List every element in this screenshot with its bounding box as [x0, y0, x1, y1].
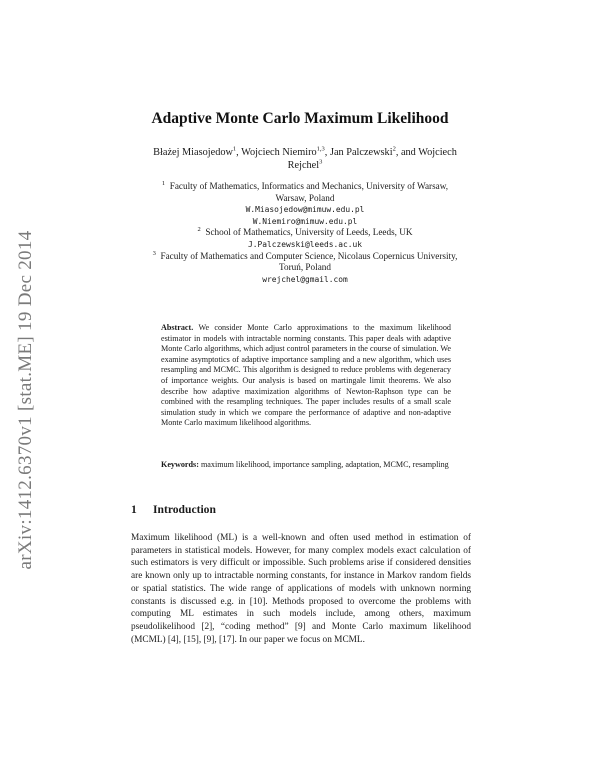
affiliation-institution: $^2$ School of Mathematics, University of Leeds, Leeds, UK	[197, 226, 413, 238]
author-list	[140, 146, 470, 172]
abstract-text: We consider Monte Carlo approximations to the maximum likelihood estimator in models with intractable norming constants. This paper deals with adaptive Monte Carlo algorithms, which adjust control parameters in the course of simulation. We examine asymptotics of adaptive importance sampling and a new algorithm, which uses resampling and MCMC. This algorithm is designed to reduce problems with degeneracy of importance weights. Our analysis is based on martingale limit theorems. We also describe how adaptive maximization algorithms of Newton-Raphson type can be combined with the resampling techniques. The paper includes results of a small scale simulation study in which we compare the performance of adaptive and non-adaptive Monte Carlo maximum likelihood algorithms.	[161, 323, 451, 428]
keywords	[161, 460, 451, 471]
abstract	[161, 323, 451, 429]
affiliation-mark: 1	[161, 179, 166, 187]
keywords-label: Keywords:	[161, 460, 199, 469]
email-address: wrejchel@gmail.com	[262, 274, 348, 284]
email-address: W.Niemiro@mimuw.edu.pl	[252, 216, 358, 226]
author-separator: ,	[324, 147, 330, 158]
author-separator: ,	[236, 147, 242, 158]
author-separator: , and	[395, 147, 419, 158]
author-affiliation-mark: 1	[232, 145, 237, 153]
affiliations	[130, 181, 480, 285]
author-affiliation-mark: 1,3	[316, 145, 325, 153]
section-number: 1	[131, 503, 137, 516]
section-heading	[131, 503, 216, 516]
author-name: Wojciech Rejchel	[287, 147, 457, 171]
arxiv-identifier: arXiv:1412.6370v1 [stat.ME] 19 Dec 2014	[15, 230, 36, 570]
abstract-label: Abstract.	[161, 323, 194, 332]
author-affiliation-mark: 2	[392, 145, 396, 153]
affiliation-institution: $^3$ Faculty of Mathematics and Computer Science, Nicolaus Copernicus University,	[152, 249, 458, 261]
email-address: J.Palczewski@leeds.ac.uk	[247, 239, 362, 249]
paper-title: Adaptive Monte Carlo Maximum Likelihood	[151, 110, 449, 127]
body-paragraph: Maximum likelihood (ML) is a well-known and often used method in estimation of parameters in statistical models. However, for many complex models exact calculation of such estimators is very difficult or impossible. Such problems arise if considered densities are known only up to intractable norming constants, for instance in Markov random fields or spatial statistics. The wide range of applications of models with unknown norming constants is discussed e.g. in [10]. Methods proposed to overcome the problems with computing ML estimates in such models include, among others, maximum pseudolikelihood [2], “coding method” [9] and Monte Carlo maximum likelihood (MCML) [4], [15], [9], [17]. In our paper we focus on MCML.	[131, 533, 471, 645]
keywords-text: maximum likelihood, importance sampling, adaptation, MCMC, resampling	[200, 460, 449, 469]
affiliation-location: Toruń, Poland	[279, 262, 331, 273]
affiliation-institution: $^1$ Faculty of Mathematics, Informatics and Mechanics, University of Warsaw,	[161, 179, 449, 191]
affiliation-location: Warsaw, Poland	[275, 192, 335, 203]
section-title: Introduction	[153, 503, 216, 516]
author-name: Jan Palczewski	[329, 147, 393, 158]
email-address: W.Miasojedow@mimuw.edu.pl	[245, 205, 365, 215]
author-name: Wojciech Niemiro	[241, 147, 317, 158]
author-name: Błażej Miasojedow	[153, 147, 233, 158]
affiliation-mark: 2	[197, 226, 201, 234]
author-affiliation-mark: 3	[319, 158, 323, 166]
affiliation-mark: 3	[152, 249, 156, 257]
